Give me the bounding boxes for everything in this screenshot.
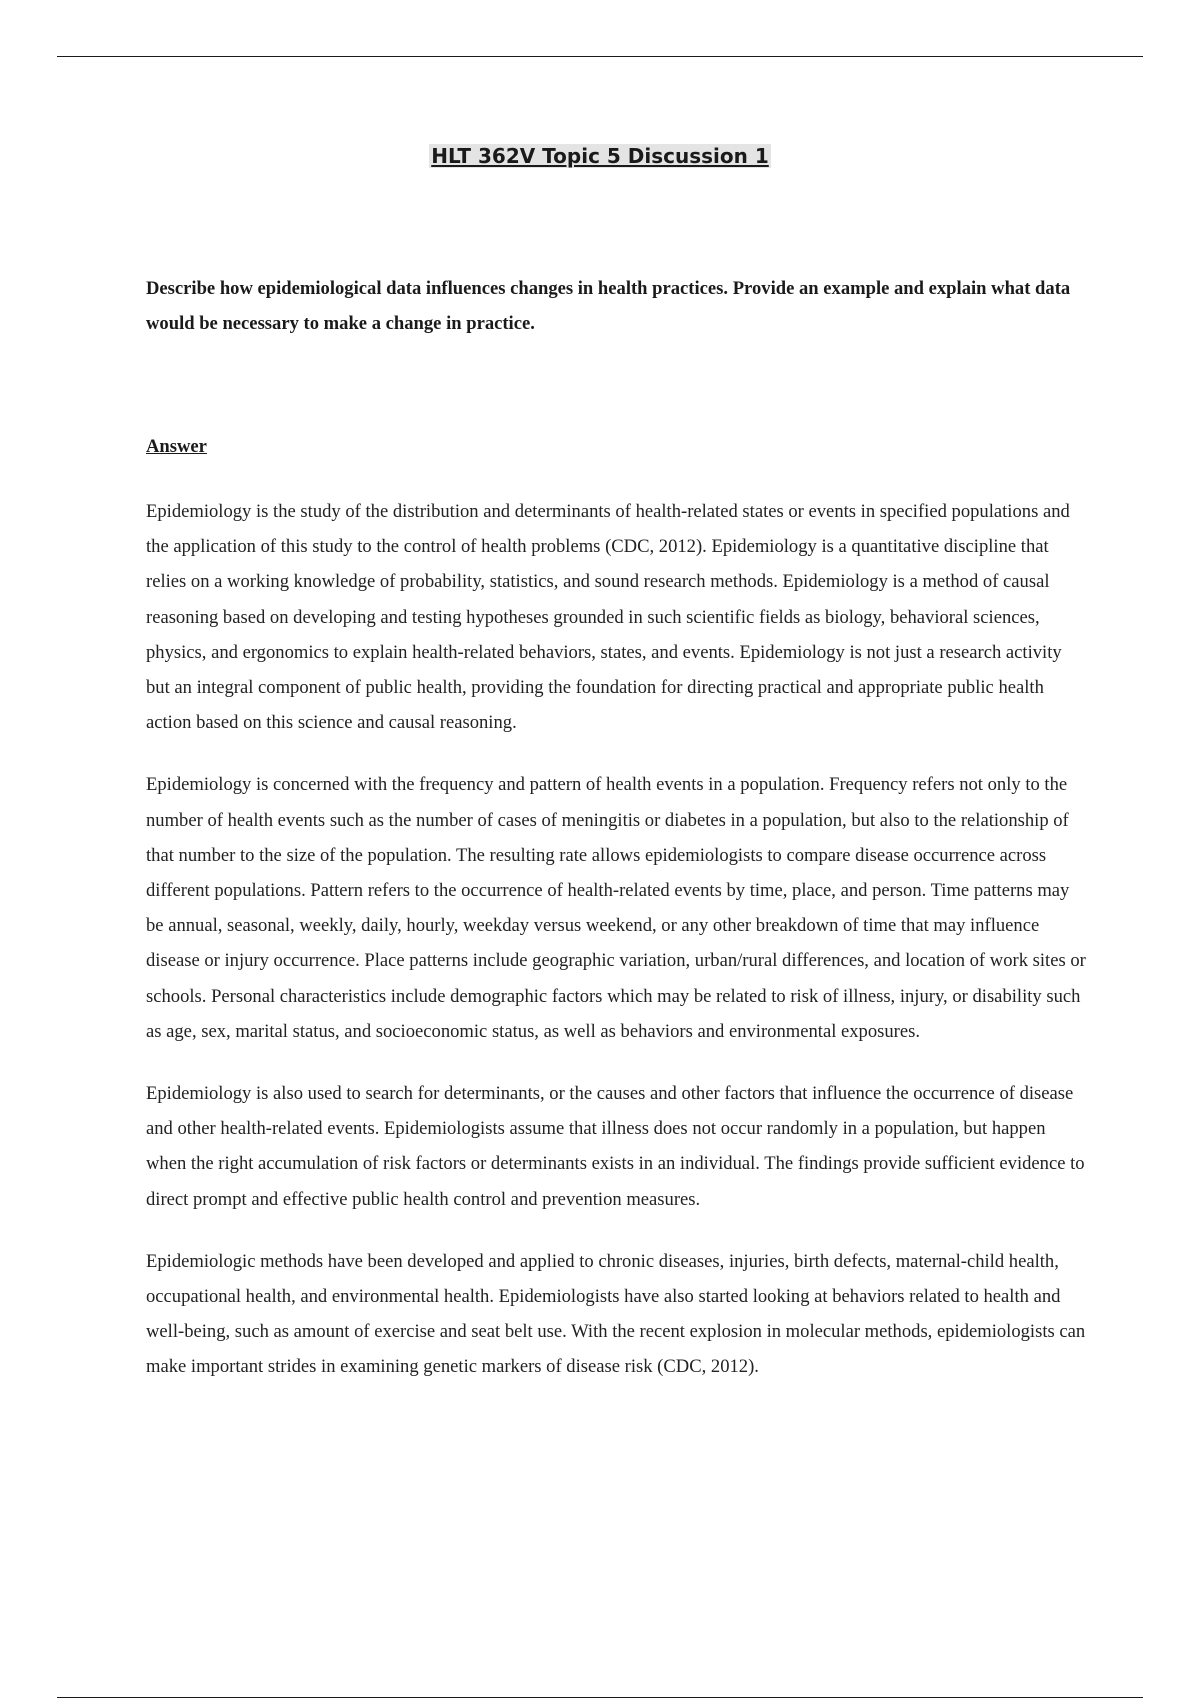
- answer-paragraph: Epidemiology is also used to search for determinants, or the causes and other factors that influence the occurrence of disease and other health-related events. Epidemiologists assume that illness does not occur randomly in a population, but happen when the right accumulation of risk factors or determinants exists in an individual. The findings provide sufficient evidence to direct prompt and effective public health control and prevention measures.: [146, 1083, 1085, 1210]
- answer-paragraph: Epidemiology is concerned with the frequency and pattern of health events in a population. Frequency refers not only to the number of health events such as the number of cases of meningitis or diabetes in a population, but also to the relationship of that number to the size of the population. The resulting rate allows epidemiologists to compare disease occurrence across different populations. Pattern refers to the occurrence of health-related events by time, place, and person. Time patterns may be annual, seasonal, weekly, daily, hourly, weekday versus weekend, or any other breakdown of time that may influence disease or injury occurrence. Place patterns include geographic variation, urban/rural differences, and location of work sites or schools. Personal characteristics include demographic factors which may be related to risk of illness, injury, or disability such as age, sex, marital status, and socioeconomic status, as well as behaviors and environmental exposures.: [146, 774, 1086, 1042]
- answer-paragraph: Epidemiology is the study of the distribution and determinants of health-related states or events in specified populations and the application of this study to the control of health problems (CDC, 2012). Epidemiology is a quantitative discipline that relies on a working knowledge of probability, statistics, and sound research methods. Epidemiology is a method of causal reasoning based on developing and testing hypotheses grounded in such scientific fields as biology, behavioral sciences, physics, and ergonomics to explain health-related behaviors, states, and events. Epidemiology is not just a research activity but an integral component of public health, providing the foundation for directing practical and appropriate public health action based on this science and causal reasoning.: [146, 501, 1070, 734]
- discussion-question: Describe how epidemiological data influences changes in health practices. Provide an example and explain what data would be necessary to make a change in practice.: [146, 278, 1071, 334]
- header-rule: [57, 56, 1143, 57]
- document-title: [0, 142, 1200, 170]
- answer-heading: Answer: [146, 436, 207, 457]
- answer-body: [146, 494, 1090, 1412]
- document-title-text: HLT 362V Topic 5 Discussion 1: [431, 144, 769, 168]
- footer-rule: [57, 1697, 1143, 1698]
- answer-paragraph: Epidemiologic methods have been developed and applied to chronic diseases, injuries, birth defects, maternal-child health, occupational health, and environmental health. Epidemiologists have also started looking at behaviors related to health and well-being, such as amount of exercise and seat belt use. With the recent explosion in molecular methods, epidemiologists can make important strides in examining genetic markers of disease risk (CDC, 2012).: [146, 1250, 1086, 1378]
